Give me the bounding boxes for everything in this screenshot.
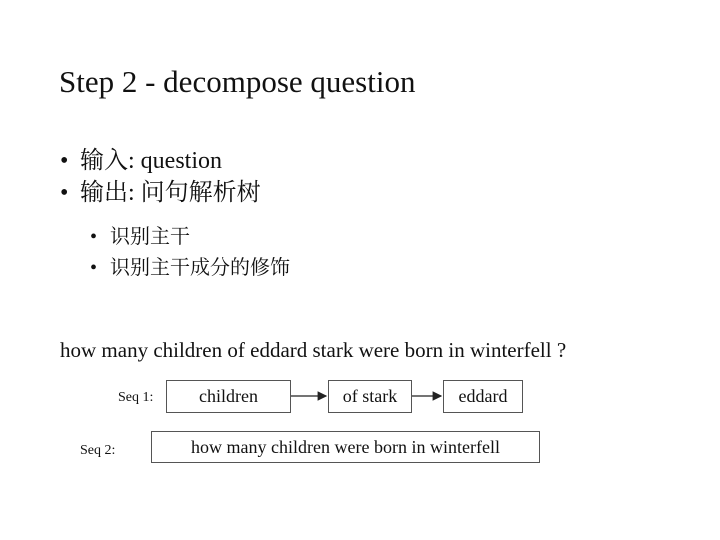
seq2-box: how many children were born in winterfell — [151, 431, 540, 463]
seq2-label: Seq 2: — [80, 443, 116, 458]
bullet-marker: • — [60, 180, 69, 206]
seq1-box-children: children — [166, 380, 291, 413]
seq1-box-of-stark: of stark — [328, 380, 412, 413]
bullet-item-input — [60, 146, 261, 178]
sub-bullet-item — [90, 224, 290, 255]
example-question: how many children of eddard stark were born in winterfell ? — [60, 338, 567, 362]
bullet-list — [60, 146, 261, 210]
sub-bullet-list — [90, 224, 290, 286]
bullet-text: 识别主干 — [110, 226, 190, 248]
sub-bullet-item — [90, 255, 290, 286]
bullet-item-output — [60, 178, 261, 210]
bullet-text: 输出: 问句解析树 — [80, 180, 261, 206]
slide-title: Step 2 - decompose question — [59, 64, 416, 99]
bullet-marker: • — [90, 257, 98, 279]
seq1-box-eddard: eddard — [443, 380, 523, 413]
bullet-marker: • — [90, 226, 98, 248]
bullet-text: 识别主干成分的修饰 — [110, 257, 290, 279]
bullet-text: 输入: question — [80, 148, 222, 174]
bullet-marker: • — [60, 148, 69, 174]
seq1-label: Seq 1: — [118, 390, 154, 405]
